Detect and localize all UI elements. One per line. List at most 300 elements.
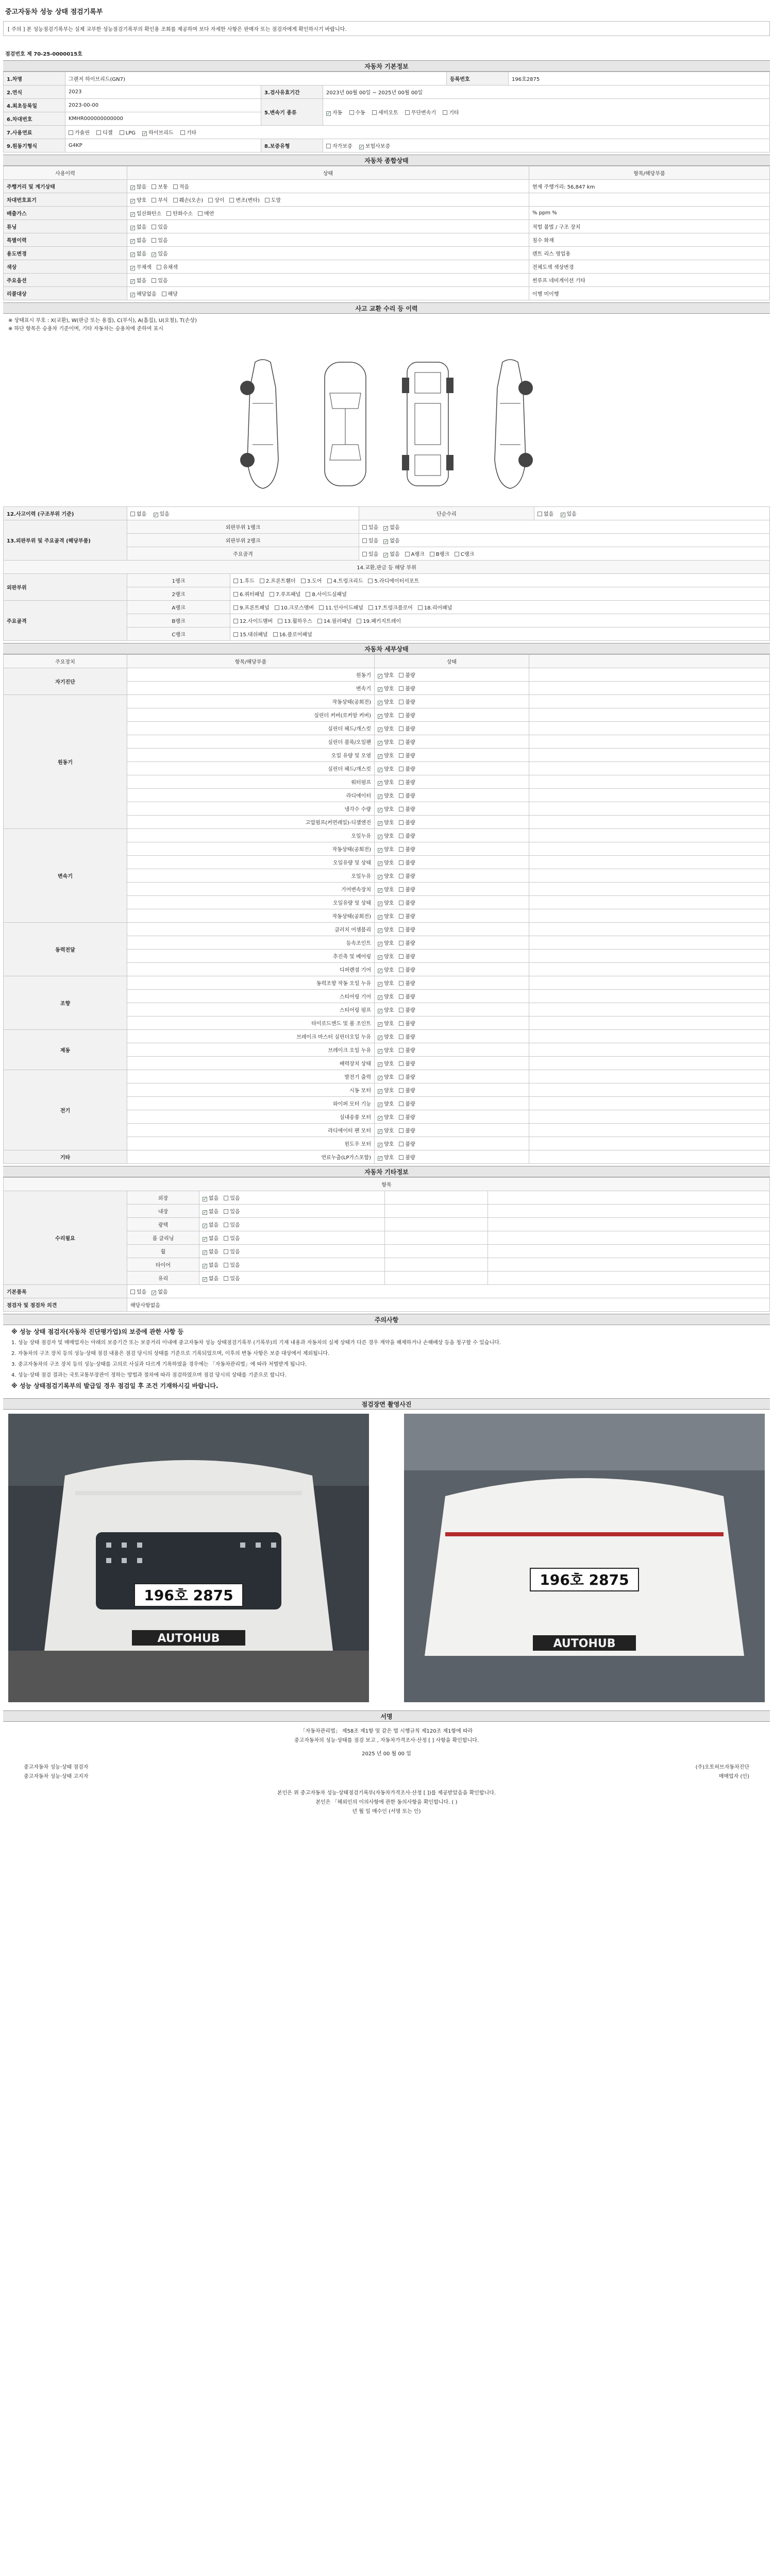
checkbox: ✓ 자동 [326,108,342,116]
summary-row-label: 주행거리 및 계기상태 [4,180,127,193]
detail-item-note [529,1097,770,1110]
detail-item-state [375,1030,529,1043]
etc-item-note [488,1191,770,1205]
detail-item-state [375,1083,529,1097]
checkbox: 8.사이드실패널 [306,590,347,598]
summary-row-label: 색상 [4,260,127,274]
checkbox: ✓ 양호 [378,912,394,920]
front-photo [8,1414,369,1702]
detail-item-state [375,1110,529,1124]
car-side-right-icon [482,357,539,491]
detail-row [4,829,770,842]
checkbox: 있음 [152,236,167,244]
etc-item-label: 유리 [127,1272,199,1285]
document-title: 중고자동차 성능 상태 점검기록부 [5,8,103,16]
checkbox: 있음 [152,276,167,284]
rank1-label: 외판부위 1랭크 [127,520,359,534]
detail-item-label: 와이퍼 모터 기능 [127,1097,375,1110]
etc-item-label: 외장 [127,1191,199,1205]
sign-area [3,1722,770,1822]
section-notes-title: 주의사항 [3,1314,770,1325]
detail-col-state: 상태 [375,655,529,668]
checkbox: 불량 [399,872,415,879]
summary-row [4,274,770,287]
summary-row-options [127,220,529,233]
etc-item-label: 타이어 [127,1258,199,1272]
summary-col-state: 상태 [127,166,529,180]
detail-item-label: 오일누유 [127,829,375,842]
checkbox: 유채색 [157,263,178,270]
checkbox: ✓ 양호 [378,765,394,772]
detail-item-state [375,1150,529,1164]
checkbox: ✓ 양호 [378,1059,394,1067]
rank-label: 2랭크 [127,587,230,601]
etc-item-note [488,1258,770,1272]
etc-group-label: 수리필요 [4,1191,127,1285]
trans-options [323,99,770,126]
detail-item-label: 작동상태(공회전) [127,842,375,856]
summary-row [4,207,770,220]
detail-item-state [375,829,529,842]
seller-value: 매매업자 (인) [718,1774,749,1780]
detail-item-label: 냉각수 수량 [127,802,375,816]
legend-line: ※ 하단 항목은 승용차 기준이며, 기타 자동차는 승용차에 준하여 표시 [8,326,163,332]
car-name-label: 1.차명 [4,72,65,86]
warranty-options [323,139,770,152]
checkbox: 있음 [224,1234,240,1242]
detail-row [4,695,770,708]
etc-item-extra [385,1191,488,1205]
etc-item-state [199,1245,385,1258]
sign-date: 2025 년 00 월 00 일 [362,1751,411,1757]
checkbox: 7.루프패널 [270,590,300,598]
checkbox: 불량 [399,925,415,933]
checkbox: ✓ 없음 [130,249,146,257]
checkbox: ✓ 없음 [203,1221,219,1228]
summary-row-label: 특별이력 [4,233,127,247]
section-damage-title: 사고 교환 수리 등 이력 [3,302,770,314]
reg-no-label: 등록번호 [447,72,509,86]
opinion-label: 점검자 및 점검차 의견 [4,1298,127,1312]
etc-item-note [488,1245,770,1258]
detail-item-state [375,1016,529,1030]
inspector-value: (주)오토허브자동차진단 [695,1765,749,1770]
detail-item-state [375,1137,529,1150]
detail-item-state [375,1043,529,1057]
fuel-options [65,126,770,139]
detail-item-label: 작동상태(공회전) [127,909,375,923]
detail-item-label: 기어변속장치 [127,883,375,896]
detail-item-note [529,842,770,856]
sign-row [8,1772,765,1782]
detail-item-label: 스티어링 기어 [127,990,375,1003]
checkbox: ✓ 양호 [378,1153,394,1161]
detail-item-state [375,682,529,695]
buyer-line: 년 월 일 매수인 (서명 또는 인) [352,1809,421,1815]
detail-item-label: 시동 모터 [127,1083,375,1097]
checkbox: 불량 [399,952,415,960]
detail-item-state [375,695,529,708]
summary-row [4,220,770,233]
checkbox: 없음 [130,510,146,517]
checkbox: 9.프론트패널 [233,603,270,611]
detail-item-note [529,1016,770,1030]
detail-item-note [529,668,770,682]
detail-row [4,1030,770,1043]
main-frame-label: 주요골격 [4,601,127,641]
checkbox: ✓ 양호 [378,671,394,679]
etc-item-extra [385,1258,488,1272]
panels3 [230,601,770,614]
detail-item-label: 추진축 및 베어링 [127,950,375,963]
checkbox: ✓ 양호 [378,832,394,839]
checkbox: ✓ 양호 [378,1006,394,1013]
detail-item-state [375,990,529,1003]
rank2-label: 외판부위 2랭크 [127,534,359,547]
detail-col-item: 항목/해당부품 [127,655,375,668]
detail-item-label: 실린더 블록/오일팬 [127,735,375,749]
detail-item-state [375,735,529,749]
checkbox: 불량 [399,965,415,973]
detail-item-note [529,722,770,735]
detail-row [4,1150,770,1164]
etc-item-state [199,1191,385,1205]
checkbox: 불량 [399,698,415,705]
first-reg-value: 2023-00-00 [65,99,261,112]
summary-row-label: 튜닝 [4,220,127,233]
checkbox: 4.트렁크리드 [327,577,363,584]
sign-line: 본인은 위 중고자동차 성능·상태점검기록부(자동차가격조사·산정 [ ])를 제공받았음을 확인합니다. [277,1790,496,1796]
checkbox: 불량 [399,1153,415,1161]
checkbox: 불량 [399,979,415,987]
checkbox: 불량 [399,1032,415,1040]
checkbox: 기타 [180,128,196,136]
checkbox: 세미오토 [372,108,398,116]
summary-row-label: 리콜대상 [4,287,127,300]
checkbox: ✓ 양호 [378,698,394,705]
checkbox: ✓ 없음 [130,223,146,230]
detail-item-label: 변속기 [127,682,375,695]
detail-item-label: 오일유량 및 상태 [127,856,375,869]
checkbox: ✓ 있음 [152,249,167,257]
checkbox: ✓ 양호 [378,724,394,732]
checkbox: ✓ 해당없음 [130,290,157,297]
detail-group-label: 변속기 [4,829,127,923]
panels1 [230,574,770,587]
detail-item-note [529,789,770,802]
damage-legend [3,314,770,336]
checkbox: 훼손(오손) [173,196,203,204]
detail-item-note [529,1003,770,1016]
checkbox: LPG [120,130,136,136]
detail-item-label: 실린더 헤드/개스킷 [127,722,375,735]
checkbox: ✓ 양호 [378,845,394,853]
checkbox: 불량 [399,1140,415,1147]
checkbox: 불량 [399,899,415,906]
detail-item-label: 라디에이터 팬 모터 [127,1124,375,1137]
detail-item-label: 라디에이터 [127,789,375,802]
checkbox: 적음 [173,182,189,190]
summary-row-label: 용도변경 [4,247,127,260]
checkbox: 불량 [399,1059,415,1067]
checkbox: ✓ 없음 [130,276,146,284]
detail-item-state [375,883,529,896]
first-reg-label: 4.최초등록일 [4,99,65,112]
detail-item-label: 브레이크 오일 누유 [127,1043,375,1057]
detail-item-note [529,802,770,816]
summary-row-label: 차대번호표기 [4,193,127,207]
car-frame-icon [399,357,456,491]
detail-item-note [529,856,770,869]
detail-group-label: 동력전달 [4,923,127,976]
detail-item-label: 실내송풍 모터 [127,1110,375,1124]
detail-item-state [375,1003,529,1016]
detail-row [4,1070,770,1083]
etc-item-note [488,1231,770,1245]
etc-item-state [199,1272,385,1285]
insp-period-value: 2023년 00월 00일 ~ 2025년 00월 00일 [323,86,770,99]
basic-items-label: 기본품목 [4,1285,127,1298]
checkbox: 1.후드 [233,577,255,584]
checkbox: 불량 [399,778,415,786]
frame-label: 13.외판부위 및 주요골격 (해당부품) [4,520,127,561]
checkbox: ✓ 양호 [378,899,394,906]
checkbox: 불량 [399,885,415,893]
etc-col: 항목 [4,1178,770,1191]
detail-item-state [375,668,529,682]
year-label: 2.연식 [4,86,65,99]
checkbox: ✓ 양호 [378,1099,394,1107]
detail-item-note [529,869,770,883]
checkbox: ✓ 양호 [378,1113,394,1121]
checkbox: ✓ 양호 [378,1073,394,1080]
checkbox: 불량 [399,845,415,853]
detail-item-state [375,856,529,869]
etc-item-label: 광택 [127,1218,199,1231]
checkbox: 불량 [399,1019,415,1027]
etc-item-note [488,1205,770,1218]
checkbox: ✓ 양호 [378,778,394,786]
detail-group-label: 기타 [4,1150,127,1164]
summary-row-options [127,247,529,260]
checkbox: 자가보증 [326,142,352,149]
detail-item-state [375,722,529,735]
fuel-label: 7.사용연료 [4,126,65,139]
detail-row [4,976,770,990]
summary-row [4,193,770,207]
major-options [359,547,770,561]
summary-row [4,287,770,300]
checkbox: 없음 [537,510,553,517]
panels2 [230,587,770,601]
section-basic-title: 자동차 기본정보 [3,60,770,72]
detail-item-state [375,923,529,936]
checkbox: 있음 [362,523,378,531]
notes-paragraph: 1. 성능 상태 점검자 및 매매업자는 아래의 보증기간 또는 보증거리 이내에 중고자동차 성능 상태점검기록부 (기록부)의 기재 내용과 자동차의 실제 상태가 다른 경우 계약을 해제하거나 손해배상 등을 청구할 수 있습니다. [11,1340,501,1346]
rank1-options [359,520,770,534]
detail-item-label: 오일 유량 및 오염 [127,749,375,762]
detail-item-label: 클러치 어셈블리 [127,923,375,936]
checkbox: ✓ 양호 [378,1140,394,1147]
checkbox: 상이 [208,196,224,204]
detail-item-note [529,1043,770,1057]
detail-group-label: 자기진단 [4,668,127,695]
summary-row-note: 렌트 리스 영업용 [529,247,770,260]
checkbox: 불량 [399,832,415,839]
detail-item-state [375,1097,529,1110]
checkbox: ✓ 없음 [203,1234,219,1242]
detail-parts-title: 14.교환,판금 등 해당 부위 [4,561,770,574]
detail-item-state [375,950,529,963]
checkbox: ✓ 양호 [378,885,394,893]
checkbox: 디젤 [96,128,112,136]
checkbox: 있음 [362,550,378,557]
front-plate-text: 196호 2875 [144,1587,233,1604]
detail-item-note [529,963,770,976]
warranty-label: 8.보증유형 [261,139,323,152]
checkbox: ✓ 양호 [378,738,394,745]
checkbox: 있음 [130,1287,146,1295]
checkbox: 불량 [399,711,415,719]
section-etc-title: 자동차 기타정보 [3,1166,770,1177]
trans-label: 5.변속기 종류 [261,99,323,126]
checkbox: 매연 [198,209,214,217]
checkbox: 불량 [399,1126,415,1134]
checkbox: ✓ 양호 [378,1019,394,1027]
checkbox: ✓ 양호 [378,925,394,933]
summary-row-note: 전체도색 색상변경 [529,260,770,274]
summary-row-note [529,193,770,207]
detail-item-state [375,963,529,976]
checkbox: ✓ 양호 [378,872,394,879]
checkbox: 불량 [399,751,415,759]
checkbox: ✓ 없음 [383,536,399,544]
checkbox: 있음 [224,1261,240,1268]
checkbox: ✓ 있음 [154,510,170,517]
detail-item-note [529,909,770,923]
detail-item-note [529,950,770,963]
etc-item-extra [385,1231,488,1245]
detail-item-state [375,816,529,829]
detail-item-note [529,816,770,829]
etc-item-label: 룸 클리닝 [127,1231,199,1245]
detail-item-label: 연료누출(LP가스포함) [127,1150,375,1164]
rank-label: B랭크 [127,614,230,628]
detail-group-label: 원동기 [4,695,127,829]
detail-item-state [375,842,529,856]
checkbox: 불량 [399,791,415,799]
notes-paragraph: 3. 중고자동차의 구조 장치 등의 성능·상태를 고의로 사실과 다르게 기록하였을 경우에는 「자동차관리법」에 따라 처벌받게 됩니다. [11,1362,307,1367]
checkbox: 있음 [224,1274,240,1282]
checkbox: 변조(변타) [229,196,259,204]
sign-line: 중고자동차의 성능·상태를 점검 보고 , 자동차가격조사·산정 [ ] 사항을 확인합니다. [294,1738,479,1743]
detail-item-note [529,923,770,936]
vin-label: 6.차대번호 [4,112,65,126]
etc-item-state [199,1231,385,1245]
detail-item-label: 오일누유 [127,869,375,883]
checkbox: ✓ 양호 [378,711,394,719]
major-label: 주요골격 [127,547,359,561]
detail-item-note [529,1150,770,1164]
etc-item-state [199,1205,385,1218]
detail-col-note [529,655,770,668]
detail-item-note [529,762,770,775]
damage-table [3,506,770,641]
rank-label: C랭크 [127,628,230,641]
checkbox: 무단변속기 [405,108,436,116]
checkbox: ✓ 양호 [378,992,394,1000]
detail-item-label: 오일유량 및 상태 [127,896,375,909]
detail-item-state [375,802,529,816]
sign-line: 「자동차관리법」 제58조 제1항 및 같은 법 시행규칙 제120조 제1항에 따라 [300,1728,473,1734]
document-number: 점검번호 제 70-25-0000015호 [5,52,82,57]
checkbox: 11.인사이드패널 [319,603,363,611]
checkbox: ✓ 양호 [378,1126,394,1134]
detail-group-label: 조향 [4,976,127,1030]
year-value: 2023 [65,86,261,99]
detail-item-label: 실린더 헤드/개스킷 [127,762,375,775]
checkbox: ✓ 없음 [383,550,399,557]
detail-item-label: 윈도우 모터 [127,1137,375,1150]
checkbox: ✓ 보험사보증 [359,142,390,149]
detail-row [4,923,770,936]
section-sign-title: 서명 [3,1710,770,1722]
detail-item-label: 스티어링 펌프 [127,1003,375,1016]
checkbox: ✓ 없음 [203,1194,219,1201]
checkbox: ✓ 양호 [378,952,394,960]
car-diagram [3,336,770,506]
rank-label: 1랭크 [127,574,230,587]
detail-item-label: 작동상태(공회전) [127,695,375,708]
notes-block [3,1325,770,1396]
detail-col-main: 주요장치 [4,655,127,668]
checkbox: 불량 [399,1073,415,1080]
checkbox: ✓ 양호 [378,939,394,946]
summary-row-options [127,287,529,300]
checkbox: B랭크 [430,550,449,557]
panels5 [230,628,770,641]
detail-item-note [529,976,770,990]
summary-row-options [127,274,529,287]
detail-item-note [529,775,770,789]
etc-item-state [199,1218,385,1231]
detail-table [3,654,770,1164]
rear-photo [404,1414,765,1702]
etc-item-note [488,1272,770,1285]
checkbox: ✓ 하이브리드 [142,128,173,136]
checkbox: 불량 [399,912,415,920]
detail-item-note [529,1137,770,1150]
detail-item-state [375,1057,529,1070]
etc-item-extra [385,1218,488,1231]
checkbox: 해당 [162,290,178,297]
etc-item-state [199,1258,385,1272]
summary-table [3,166,770,300]
checkbox: ✓ 양호 [378,965,394,973]
checkbox: 불량 [399,724,415,732]
accident-options [127,507,359,520]
summary-row-note: 이행 미이행 [529,287,770,300]
opinion-value: 해당사항없음 [127,1298,770,1312]
checkbox: 있음 [224,1247,240,1255]
car-name-value: 그랜저 하이브리드(GN7) [65,72,447,86]
summary-row-note: 썬루프 네비게이션 기타 [529,274,770,287]
outer-label: 외판부위 [4,574,127,601]
section-photos-title: 점검장면 촬영사진 [3,1398,770,1410]
rear-plate-text: 196호 2875 [540,1571,629,1588]
detail-item-note [529,1057,770,1070]
detail-group-label: 전기 [4,1070,127,1150]
